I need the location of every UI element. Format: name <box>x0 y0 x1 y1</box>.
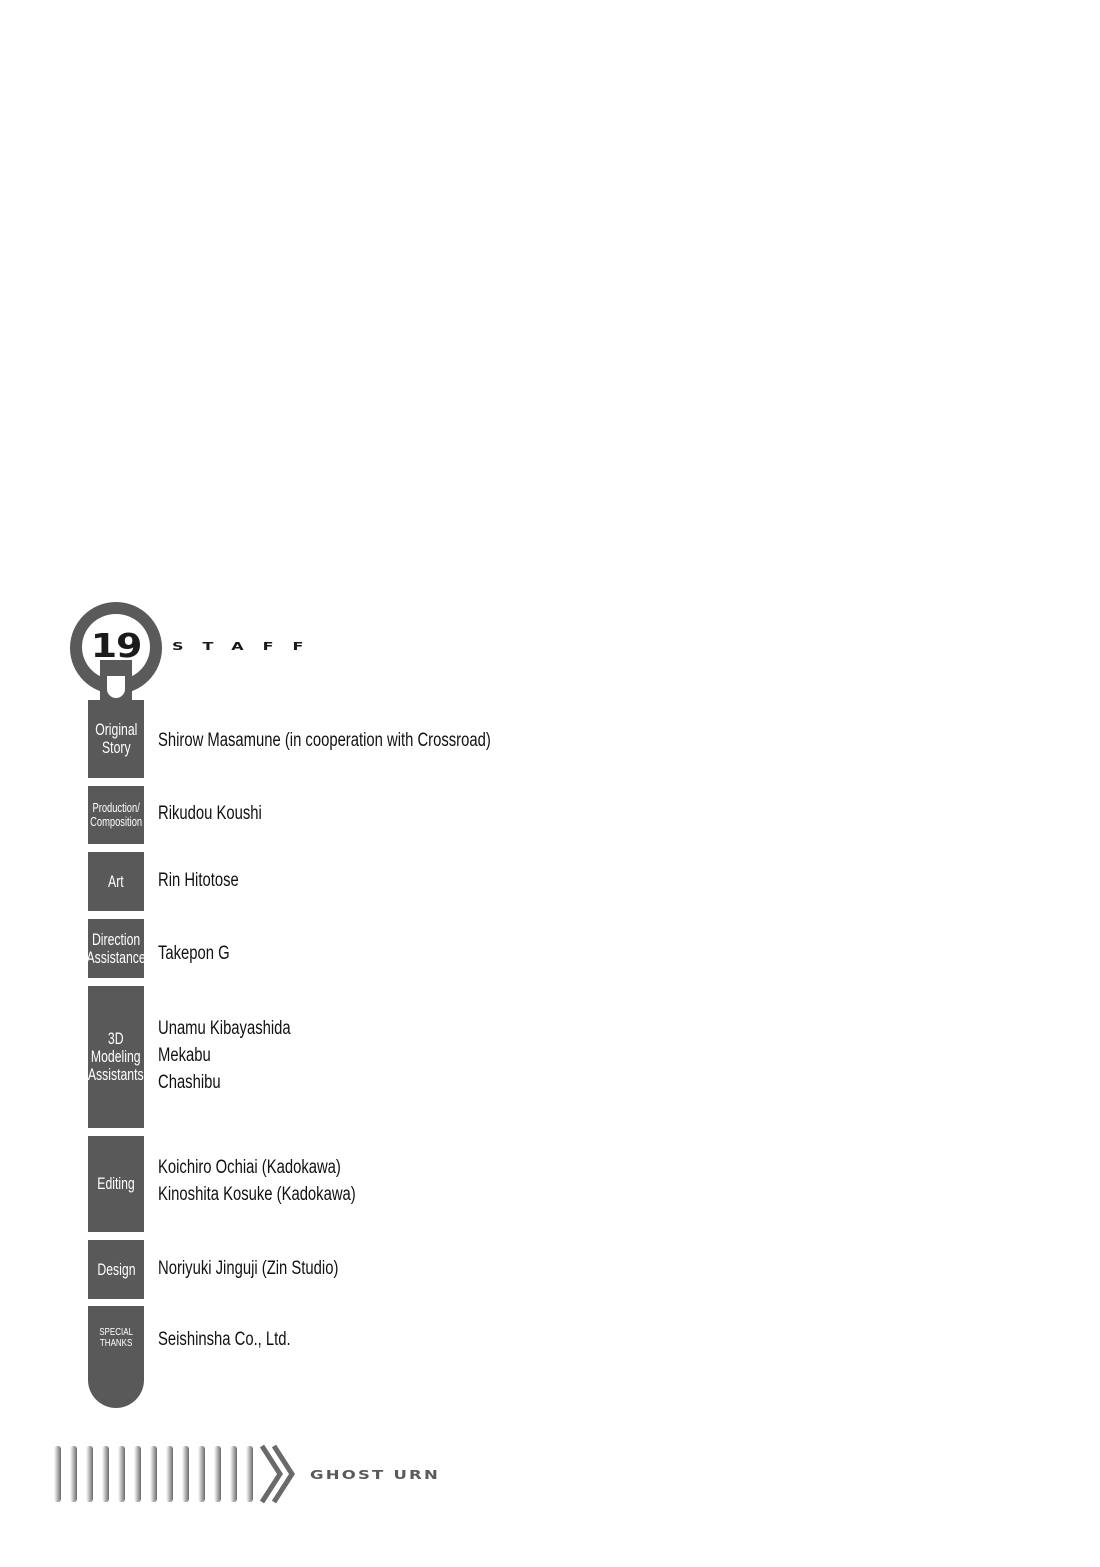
credit-names-special-thanks <box>158 1326 758 1353</box>
credit-name: Noriyuki Jinguji (Zin Studio) <box>158 1258 339 1279</box>
footer-stripes-decoration <box>40 1440 300 1508</box>
chapter-badge-notch <box>107 676 125 698</box>
credit-names-original-story <box>158 727 758 754</box>
credit-names-art <box>158 867 758 894</box>
credit-name: Koichiro Ochiai (Kadokawa) <box>158 1157 341 1178</box>
credit-name: Rikudou Koushi <box>158 803 262 824</box>
role-direction-assistance: Direction Assistance <box>88 919 144 978</box>
role-design: Design <box>88 1240 144 1299</box>
series-logo: GHOST URN <box>310 1467 440 1483</box>
credit-name: Takepon G <box>158 943 230 964</box>
credit-names-3d-modeling <box>158 1015 758 1096</box>
chapter-number: 19 <box>90 626 142 665</box>
credit-names-production <box>158 800 758 827</box>
credit-name: Chashibu <box>158 1072 221 1093</box>
credit-name: Rin Hitotose <box>158 870 239 891</box>
credit-names-design <box>158 1255 758 1282</box>
credit-name: Unamu Kibayashida <box>158 1018 291 1039</box>
role-special-thanks: SPECIAL THANKS <box>88 1306 144 1408</box>
role-original-story: Original Story <box>88 700 144 778</box>
credit-name: Kinoshita Kosuke (Kadokawa) <box>158 1184 356 1205</box>
credit-name: Mekabu <box>158 1045 211 1066</box>
section-title: STAFF <box>172 640 323 653</box>
credit-names-direction <box>158 940 758 967</box>
role-art: Art <box>88 852 144 911</box>
credit-names-editing <box>158 1154 758 1208</box>
role-production-composition: Production/ Composition <box>88 786 144 844</box>
role-editing: Editing <box>88 1136 144 1232</box>
role-3d-modeling-assistants: 3D Modeling Assistants <box>88 986 144 1128</box>
credit-name: Shirow Masamune (in cooperation with Crossroad) <box>158 730 491 751</box>
credit-name: Seishinsha Co., Ltd. <box>158 1329 291 1350</box>
